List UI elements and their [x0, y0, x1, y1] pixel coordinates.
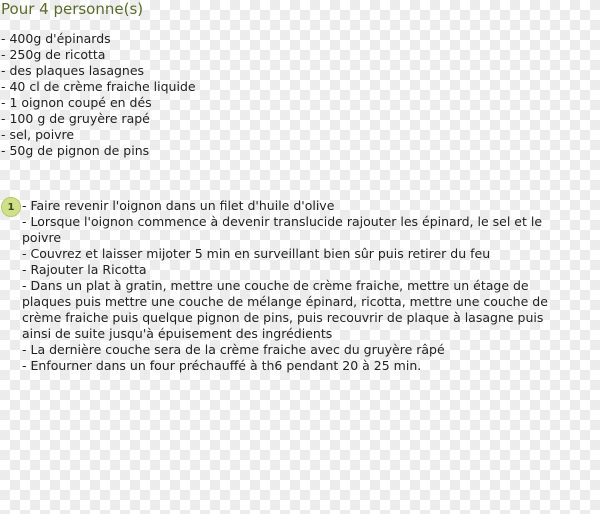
ingredient-item: - 50g de pignon de pins [1, 143, 150, 158]
step-number-badge: 1 [1, 197, 21, 217]
servings-heading: Pour 4 personne(s) [1, 0, 144, 18]
step-instructions [22, 182, 582, 374]
instruction-line: - Enfourner dans un four préchauffé à th6 pendant 20 à 25 min. [22, 358, 422, 373]
instruction-line: - Dans un plat à gratin, mettre une couche de crème fraiche, mettre un étage de [22, 278, 529, 293]
instruction-line: plaques puis mettre une couche de mélange épinard, ricotta, mettre une couche de [22, 294, 548, 309]
ingredient-item: - 100 g de gruyère rapé [1, 111, 150, 126]
ingredient-item: - sel, poivre [1, 127, 75, 142]
ingredient-item: - 250g de ricotta [1, 47, 106, 62]
instruction-line: - Lorsque l'oignon commence à devenir translucide rajouter les épinard, le sel et le [22, 214, 543, 229]
ingredient-item: - 40 cl de crème fraiche liquide [1, 79, 196, 94]
ingredient-item: - 400g d'épinards [1, 31, 111, 46]
instruction-line: ainsi de suite jusqu'à épuisement des ingrédients [22, 326, 333, 341]
instruction-line: crème fraiche puis quelque pignon de pins, puis recouvrir de plaque à lasagne puis [22, 310, 544, 325]
instruction-line: - Couvrez et laisser mijoter 5 min en surveillant bien sûr puis retirer du feu [22, 246, 491, 261]
instruction-line: poivre [22, 230, 62, 245]
instruction-line: - Faire revenir l'oignon dans un filet d'huile d'olive [22, 198, 335, 213]
ingredient-item: - 1 oignon coupé en dés [1, 95, 152, 110]
instruction-line: - Rajouter la Ricotta [22, 262, 147, 277]
ingredient-item: - des plaques lasagnes [1, 63, 145, 78]
ingredients-list [1, 31, 196, 159]
instruction-line: - La dernière couche sera de la crème fraiche avec du gruyère râpé [22, 342, 445, 357]
